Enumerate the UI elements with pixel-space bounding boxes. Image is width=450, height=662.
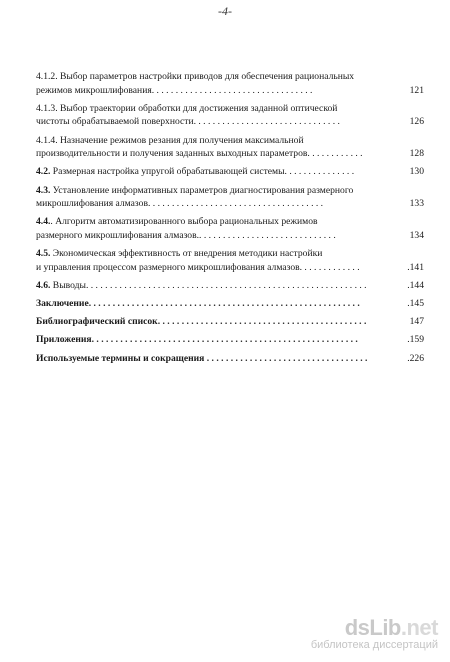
toc-entry-4-6 <box>36 279 424 293</box>
toc-entry-number: 4.3. <box>36 184 51 196</box>
toc-entry-number: 4.2. <box>36 166 51 178</box>
toc-line: производительности и получения заданных выходных параметров. . . . . . . . . . . . 128 <box>36 148 424 160</box>
toc-entry-4-1-4 <box>36 134 424 161</box>
toc-page-number: .141 <box>407 261 424 273</box>
toc-line: 4.6. Выводы. . . . . . . . . . . . . . . . . . . . . . . . . . . . . . . . . . . . . . . . . . . . . . . . . . . . . . . . . . . .144 <box>36 279 424 291</box>
toc-entry-4-2 <box>36 165 424 179</box>
toc-line: 4.1.3. Выбор траектории обработки для достижения заданной оптической <box>36 102 338 114</box>
toc-page-number: 133 <box>409 198 424 210</box>
toc-entry-4-4 <box>36 215 424 242</box>
toc-page-number: 121 <box>409 84 424 96</box>
toc-page-number: 128 <box>409 148 424 160</box>
toc-line: 4.5. Экономическая эффективность от внедрения методики настройки <box>36 248 323 260</box>
toc-entry-conclusion <box>36 297 424 311</box>
toc-line: микрошлифования алмазов. . . . . . . . . . . . . . . . . . . . . . . . . . . . . . . . . . . . . 133 <box>36 198 424 210</box>
toc-line: 4.2. Размерная настройка упругой обрабатывающей системы. . . . . . . . . . . . . . . 130 <box>36 166 424 178</box>
toc-page-number: .145 <box>407 298 424 310</box>
toc-line: Заключение. . . . . . . . . . . . . . . . . . . . . . . . . . . . . . . . . . . . . . . . . . . . . . . . . . . . . . . . . .145 <box>36 298 424 310</box>
toc-line: 4.3. Установление информативных параметров диагностирования размерного <box>36 184 354 196</box>
toc-line: Используемые термины и сокращения . . . . . . . . . . . . . . . . . . . . . . . . . . . . . . . . . . .226 <box>36 352 424 364</box>
watermark-logo: dsLib.net <box>344 615 438 640</box>
page-number: -4- <box>218 4 232 18</box>
toc-line: размерного микрошлифования алмазов.. . . . . . . . . . . . . . . . . . . . . . . . . . . . . 134 <box>36 229 424 241</box>
toc-line: 4.1.2. Выбор параметров настройки приводов для обеспечения рациональных <box>36 71 355 82</box>
toc-entry-4-1-2 <box>36 70 424 97</box>
toc-entry-number: 4.1.2. <box>36 71 58 82</box>
toc-entry-4-3 <box>36 184 424 211</box>
toc-page-number: 126 <box>409 116 424 128</box>
toc-entry-number: 4.6. <box>36 279 51 291</box>
toc-line: и управления процессом размерного микрошлифования алмазов. . . . . . . . . . . . . .141 <box>36 261 424 273</box>
toc-entry-number: 4.5. <box>36 248 51 260</box>
toc-line: 4.1.4. Назначение режимов резания для получения максимальной <box>36 134 304 146</box>
watermark-subtitle: библиотека диссертаций <box>310 639 438 651</box>
toc-line: чистоты обрабатываемой поверхности. . . . . . . . . . . . . . . . . . . . . . . . . . . . . . . 126 <box>36 116 424 128</box>
table-of-contents <box>36 70 424 370</box>
toc-entry-terms <box>36 352 424 366</box>
toc-entry-appendices <box>36 333 424 347</box>
toc-page-number: .226 <box>407 352 424 364</box>
toc-page-number: 147 <box>409 316 424 328</box>
toc-line: режимов микрошлифования. . . . . . . . . . . . . . . . . . . . . . . . . . . . . . . . . . 121 <box>36 84 424 96</box>
toc-page-number: .159 <box>407 334 424 346</box>
toc-entry-4-5 <box>36 247 424 274</box>
toc-page-number: .144 <box>407 279 424 291</box>
toc-entry-bibliography <box>36 315 424 329</box>
toc-line: 4.4.. Алгоритм автоматизированного выбора рациональных режимов <box>36 216 318 228</box>
toc-entry-number: 4.1.4. <box>36 134 58 146</box>
toc-line: Приложения. . . . . . . . . . . . . . . . . . . . . . . . . . . . . . . . . . . . . . . . . . . . . . . . . . . . . . . . .159 <box>36 334 424 346</box>
toc-line: Библиографический список. . . . . . . . . . . . . . . . . . . . . . . . . . . . . . . . . . . . . . . . . . . . 147 <box>36 316 424 328</box>
toc-entry-4-1-3 <box>36 102 424 129</box>
toc-page-number: 134 <box>409 229 424 241</box>
toc-page-number: 130 <box>409 166 424 178</box>
toc-entry-number: 4.4. <box>36 216 51 228</box>
toc-entry-number: 4.1.3. <box>36 102 58 114</box>
dslib-watermark <box>311 617 438 652</box>
